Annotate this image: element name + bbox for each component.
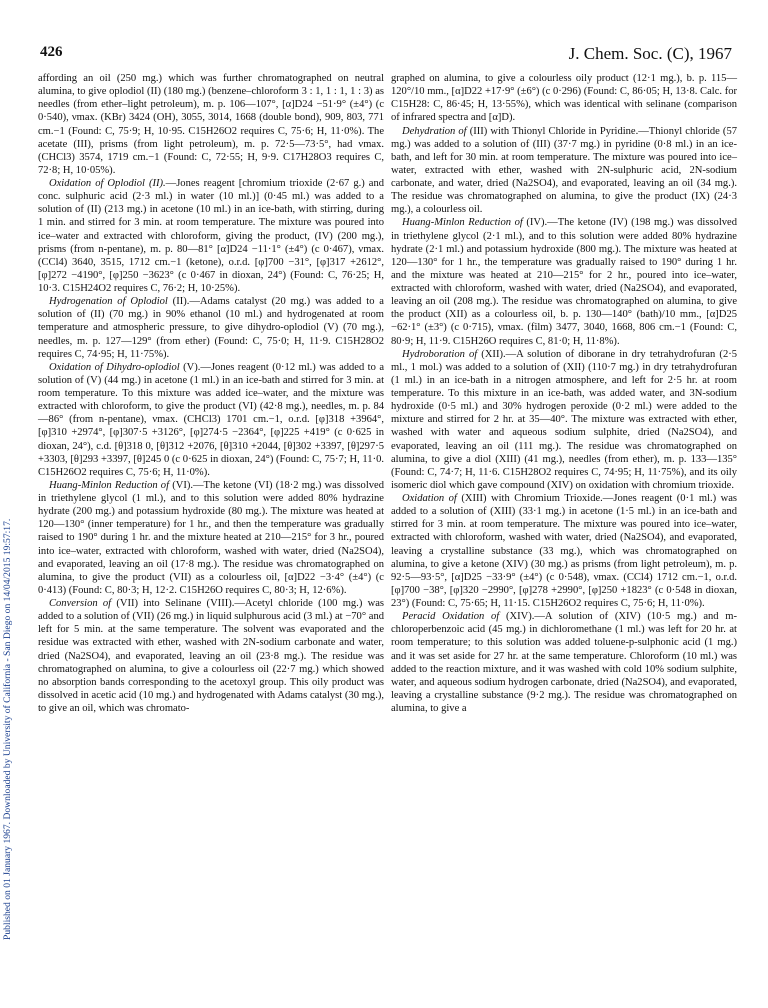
experimental-paragraph [38,295,384,361]
paragraph-body: (VII) into Selinane (VIII).—Acetyl chloride (100 mg.) was added to a solution of (VII) (26 mg.) in liquid sulphurous acid (3 ml.) at −70° and left for 5 min. at the same temperature. The solvent was evaporated and the residue was extracted with ether, washed with 2N-sodium carbonate and water, dried (Na2SO4), and evaporated, leaving an oil (23·8 mg.). The residue was chromatographed on alumina, to give a colourless oil (22·7 mg.) which showed no absorption bands corresponding to the acetoxyl group. This oily product was dissolved in acetic acid (10 mg.) and hydrogenated with Adams catalyst (30 mg.), to give an oil, which was chromato- [38,598,384,714]
experimental-paragraph [38,597,384,715]
paragraph-body: graphed on alumina, to give a colourless oily product (12·1 mg.), b. p. 115—120°/10 mm., [α]D22 +17·9° (±6°) (c 0·296) (Found: C, 86·05; H, 13·8. Calc. for C15H28: C, 86·45; H, 13·55%), which was identical with selinane (comparison of infrared spectra and [α]D). [391,73,737,124]
paragraph-heading: Oxidation of Dihydro-oplodiol [49,361,180,373]
paragraph-body: affording an oil (250 mg.) which was further chromatographed on neutral alumina, to give oplodiol (II) (180 mg.) (benzene–chloroform 3 : 1, 1 : 1, 1 : 3) as needles (from ether–light petroleum), m. p. 106—107°, [α]D24 −51·9° (±4°) (c 0·540), νmax. (KBr) 3424 (OH), 3055, 3014, 1668 (double bond), 909, 803, 771 cm.−1 (Found: C, 75·9; H, 10·95. C15H26O2 requires C, 75·6; H, 11·0%). The acetate (III), prisms (from light petroleum), m. p. 72·5—73·5°, had νmax. (CHCl3) 3574, 1719 cm.−1 (Found: C, 72·55; H, 9·9. C17H28O3 requires C, 72·8; H, 10·05%). [38,73,384,176]
paragraph-body: (IV).—The ketone (IV) (198 mg.) was dissolved in triethylene glycol (2·1 ml.), and to this solution were added 80% hydrazine hydrate (2·1 ml.) and potassium hydroxide (800 mg.). The mixture was heated at 120—130° for 1 hr., the temperature was gradually raised to 190° during 1 hr. and the mixture was heated at 210—215° for 2 hr., poured into ice–water, extracted with chloroform, washed with water, dried (Na2SO4), and evaporated, leaving an oil (208 mg.). The residue was chromatographed on alumina, to give the product (XII) as a colourless oil, b. p. 130—140° (bath)/10 mm., [α]D25 −62·1° (±3°) (c 0·715), νmax. (film) 3477, 3040, 1668, 806 cm.−1 (Found: C, 80·9; H, 11·9. C15H26O requires C, 81·0; H, 11·8%). [391,217,737,347]
paragraph-heading: Huang-Minlon Reduction of [49,479,170,491]
paragraph-body: (V).—Jones reagent (0·12 ml.) was added to a solution of (V) (44 mg.) in acetone (1 ml.) in an ice-bath and stirred for 3 min. at room temperature. To this mixture was added ice–water, and the mixture was extracted with chloroform, to give the product (VI) (42·8 mg.), needles, m. p. 84—86° (from n-pentane), νmax. (CHCl3) 1701 cm.−1, o.r.d. [φ]318 +3964°, [φ]310 +2974°, [φ]307·5 +3126°, [φ]274·5 −2364°, [φ]225 +419° (c 0·625 in dioxan, 24°), c.d. [θ]318 0, [θ]312 +2076, [θ]310 +2044, [θ]302 +3397, [θ]297·5 +3303, [θ]293 +3397, [θ]245 0 (c 0·625 in dioxan, 24°) (Found: C, 75·7; H, 11·0. C15H26O2 requires C, 75·6; H, 11·0%). [38,361,384,478]
paragraph-body: (XII).—A solution of diborane in dry tetrahydrofuran (2·5 ml., 1 mol.) was added to a solution of (XII) (110·7 mg.) in dry tetrahydrofuran (1 ml.) in an ice-bath in a nitrogen atmosphere, and left for 2·5 hr. at room temperature. To this mixture in an ice-bath, was added water, and 3N-sodium hydroxide (0·5 ml.) and 30% hydrogen peroxide (0·2 ml.) were added to the mixture and stirred for 2 hr. at 35—40°. The mixture was extracted with ether, washed with water and aqueous sodium sulphite, dried (Na2SO4), and evaporated, leaving an oil (111 mg.). The residue was chromatographed on alumina, to give a diol (XIII) (41 mg.), needles (from ether), m. p. 133—135° (Found: C, 74·7; H, 11·6. C15H28O2 requires C, 74·95; H, 11·75%), and its oily isomeric diol which gave compound (XIV) on oxidation with chromium trioxide. [391,348,738,491]
paragraph-body: (II).—Adams catalyst (20 mg.) was added to a solution of (II) (70 mg.) in 90% ethanol (10 ml.) and hydrogenated at room temperature and atmospheric pressure, to give dihydro-oplodiol (V) (70 mg.), needles, m. p. 127—129° (from ether) (Found: C, 75·0; H, 11·9. C15H28O2 requires C, 74·95; H, 11·75%). [38,296,384,360]
paragraph-body: —Jones reagent [chromium trioxide (2·67 g.) and conc. sulphuric acid (2·3 ml.) in water (10 ml.)] (0·45 ml.) was added to a solution of (II) (213 mg.) in acetone (10 ml.) in an ice-bath, with stirring, during 1 min. and stirred for 3 min. at room temperature. The mixture was poured into ice–water and extracted with chloroform, giving the product, (IV) (200 mg.), prisms (from n-pentane), m. p. 80—81° [α]D24 −11·1° (±4°) (c 0·467), νmax. (CCl4) 3640, 3515, 1712 cm.−1 (ketone), o.r.d. [φ]700 −31°, [φ]317 +2612°, [φ]272 −4190°, [φ]250 −3623° (c 0·467 in dioxan, 24°) (Found: C, 76·25; H, 10·3. C15H24O2 requires C, 76·2; H, 10·25%). [38,178,384,294]
paragraph-body: (III) with Thionyl Chloride in Pyridine.—Thionyl chloride (57 mg.) was added to a solution of (III) (37·7 mg.) in pyridine (0·8 ml.) in an ice-bath, and left for 30 min. at room temperature. The mixture was poured into ice–water, extracted with ether, washed with 2N-sulphuric acid, 2N-sodium carbonate, and water, dried (Na2SO4), and evaporated, leaving an oil (34 mg.). The residue was chromatographed on alumina, to give the product (IX) (24·3 mg.), a colourless oil. [391,125,737,216]
download-watermark-text: Published on 01 January 1967. Downloaded by University of California - San Diego on 14/04/2015 19:57:17. [2,518,13,940]
paragraph-heading: Peracid Oxidation of [402,611,500,623]
paragraph-heading: Huang-Minlon Reduction of [402,217,523,229]
experimental-paragraph [38,177,384,295]
paragraph-body: (VI).—The ketone (VI) (18·2 mg.) was dissolved in triethylene glycol (1 ml.), and to this solution were added 80% hydrazine hydrate (200 mg.) and potassium hydroxide (80 mg.). The mixture was heated at 120—130° (inner temperature) for 1 hr., and then the temperature was gradually raised to 190° during 1 hr. and the mixture heated at 210—215° for 3 hr., poured into ice–water, extracted with chloroform, washed with water, dried (Na2SO4), and evaporated, leaving an oil (17·8 mg.). The residue was chromatographed on alumina, to give the product (VII) as a colourless oil, [α]D22 −3·4° (±4°) (c 0·413) (Found: C, 80·3; H, 12·2. C15H26O requires C, 80·3; H, 12·6%). [38,479,384,596]
paragraph-heading: Hydroboration of [402,348,478,360]
paragraph-heading: Oxidation of Oplodiol (II). [49,178,166,189]
experimental-paragraph [38,361,384,479]
left-column [38,72,384,715]
experimental-paragraph [391,610,737,715]
paragraph-continuation [38,72,384,177]
page-number: 426 [40,44,63,60]
right-column [391,72,737,715]
paragraph-heading: Oxidation of [402,493,457,504]
paragraph-heading: Hydrogenation of Oplodiol [49,296,168,308]
experimental-paragraph [391,125,737,217]
download-watermark[interactable] [2,518,18,940]
experimental-paragraph [391,492,737,610]
paragraph-heading: Conversion of [49,598,112,609]
paragraph-continuation [391,72,737,125]
paragraph-heading: Dehydration of [402,125,467,137]
paragraph-body: (XIII) with Chromium Trioxide.—Jones reagent (0·1 ml.) was added to a solution of (XIII) (33·1 mg.) in acetone (1·5 ml.) in an ice-bath and stirred for 3 min. at room temperature. The mixture was poured into ice–water, extracted with chloroform, washed with water, dried (Na2SO4), and evaporated, leaving a crystalline substance (33 mg.), which was chromatographed on alumina, to give a ketone (XIV) (30 mg.) as prisms (from light petroleum), m. p. 92·5—93·5°, [α]D25 −33·9° (±4°) (c 0·548), νmax. (CCl4) 1712 cm.−1, o.r.d. [φ]700 −38°, [φ]320 −2990°, [φ]278 +2990°, [φ]250 +1823° (c 0·548 in dioxan, 23°) (Found: C, 75·65; H, 11·15. C15H26O2 requires C, 75·6; H, 11·0%). [391,493,737,609]
journal-reference: J. Chem. Soc. (C), 1967 [568,44,732,63]
experimental-paragraph [38,479,384,597]
page-header [40,44,732,66]
experimental-paragraph [391,348,737,492]
paragraph-body: (XIV).—A solution of (XIV) (10·5 mg.) and m-chloroperbenzoic acid (45 mg.) in dichloromethane (1 ml.) was left for 20 hr. at room temperature; to this solution was added toluene-p-sulphonic acid (1 mg.) and it was set aside for 27 hr. at the same temperature. Chloroform (10 ml.) was added to the reaction mixture, and it was washed with cold 10% sodium sulphite, water, and aqueous sodium hydrogen carbonate, dried (Na2SO4), and evaporated, leaving a crystalline substance (9·2 mg.). The residue was chromatographed on alumina, to give a [391,611,738,714]
experimental-paragraph [391,216,737,347]
